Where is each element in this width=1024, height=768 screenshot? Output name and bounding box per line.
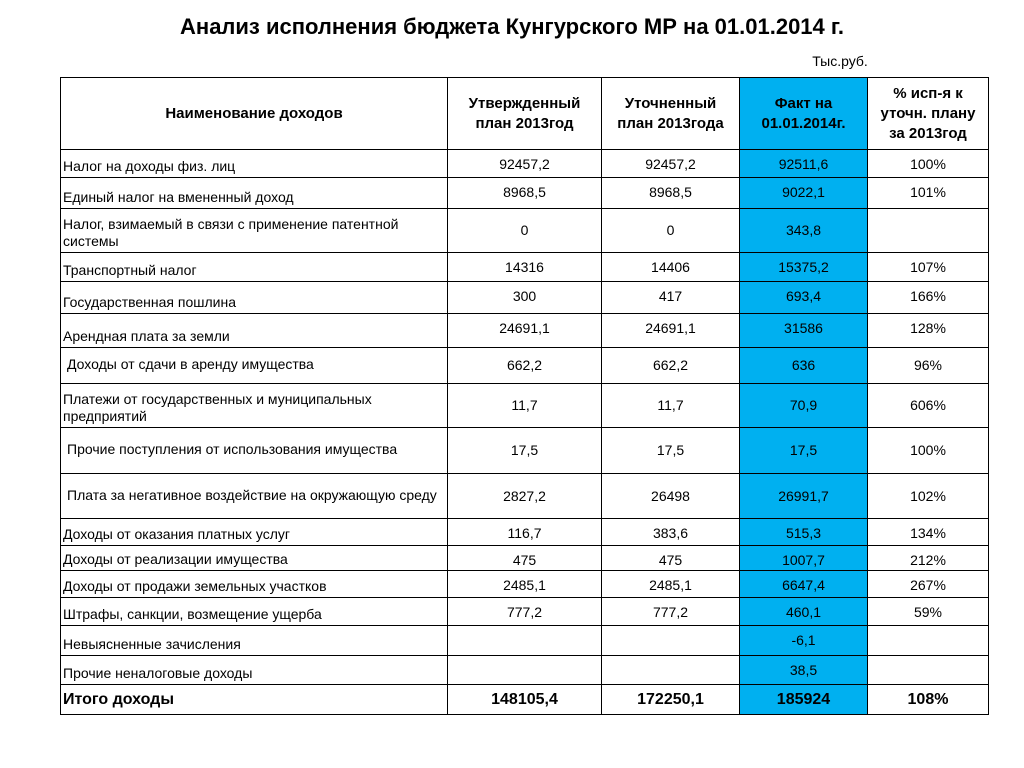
row-name: Налог, взимаемый в связи с применение патентной системы: [61, 209, 448, 253]
row-fact: 1007,7: [740, 546, 868, 571]
row-name: Налог на доходы физ. лиц: [61, 150, 448, 178]
row-approved: 777,2: [448, 598, 602, 626]
row-fact: 17,5: [740, 428, 868, 474]
row-revised: 14406: [602, 253, 740, 282]
row-revised: [602, 656, 740, 685]
row-approved: 2485,1: [448, 571, 602, 598]
header-percent: % исп-я к уточн. плану за 2013год: [868, 78, 989, 150]
row-fact: 92511,6: [740, 150, 868, 178]
table-row: [61, 282, 989, 314]
table-row: [61, 314, 989, 348]
table-row: [61, 253, 989, 282]
row-approved: 14316: [448, 253, 602, 282]
row-percent: 166%: [868, 282, 989, 314]
row-percent: 267%: [868, 571, 989, 598]
table-row: [61, 428, 989, 474]
row-name: Прочие поступления от использования имущества: [61, 428, 448, 474]
row-revised: 17,5: [602, 428, 740, 474]
header-fact: Факт на 01.01.2014г.: [740, 78, 868, 150]
row-revised: 383,6: [602, 519, 740, 546]
row-approved: [448, 656, 602, 685]
row-approved: 116,7: [448, 519, 602, 546]
table-header-row: [61, 78, 989, 150]
table-row: [61, 474, 989, 519]
row-name: Единый налог на вмененный доход: [61, 178, 448, 209]
page-title: Анализ исполнения бюджета Кунгурского МР на 01.01.2014 г.: [180, 14, 844, 39]
total-fact: 185924: [740, 685, 868, 715]
row-fact: 31586: [740, 314, 868, 348]
row-name: Доходы от оказания платных услуг: [61, 519, 448, 546]
table-row: [61, 384, 989, 428]
total-approved: 148105,4: [448, 685, 602, 715]
row-percent: 134%: [868, 519, 989, 546]
row-revised: 2485,1: [602, 571, 740, 598]
row-name: Плата за негативное воздействие на окружающую среду: [61, 474, 448, 519]
row-approved: 24691,1: [448, 314, 602, 348]
row-approved: [448, 626, 602, 656]
row-fact: 515,3: [740, 519, 868, 546]
total-revised: 172250,1: [602, 685, 740, 715]
row-name: Штрафы, санкции, возмещение ущерба: [61, 598, 448, 626]
row-percent: 96%: [868, 348, 989, 384]
row-approved: 92457,2: [448, 150, 602, 178]
row-revised: 662,2: [602, 348, 740, 384]
row-revised: 26498: [602, 474, 740, 519]
header-name: Наименование доходов: [61, 78, 448, 150]
row-approved: 300: [448, 282, 602, 314]
row-approved: 2827,2: [448, 474, 602, 519]
row-fact: 26991,7: [740, 474, 868, 519]
row-percent: 606%: [868, 384, 989, 428]
row-name: Транспортный налог: [61, 253, 448, 282]
row-revised: 417: [602, 282, 740, 314]
row-percent: 100%: [868, 428, 989, 474]
table-row: [61, 348, 989, 384]
row-fact: 15375,2: [740, 253, 868, 282]
row-percent: [868, 626, 989, 656]
header-approved: Утвержденный план 2013год: [448, 78, 602, 150]
row-percent: [868, 209, 989, 253]
row-approved: 662,2: [448, 348, 602, 384]
total-row: [61, 685, 989, 715]
row-name: Доходы от сдачи в аренду имущества: [61, 348, 448, 384]
row-percent: 100%: [868, 150, 989, 178]
row-percent: 101%: [868, 178, 989, 209]
row-fact: 6647,4: [740, 571, 868, 598]
row-revised: 475: [602, 546, 740, 571]
table-row: [61, 598, 989, 626]
row-percent: 107%: [868, 253, 989, 282]
row-revised: 24691,1: [602, 314, 740, 348]
row-percent: 128%: [868, 314, 989, 348]
row-fact: 70,9: [740, 384, 868, 428]
row-approved: 475: [448, 546, 602, 571]
table-row: [61, 519, 989, 546]
row-revised: 11,7: [602, 384, 740, 428]
row-revised: 0: [602, 209, 740, 253]
row-fact: 38,5: [740, 656, 868, 685]
table-row: [61, 209, 989, 253]
row-name: Арендная плата за земли: [61, 314, 448, 348]
table-row: [61, 178, 989, 209]
row-revised: 8968,5: [602, 178, 740, 209]
table-row: [61, 546, 989, 571]
row-percent: 59%: [868, 598, 989, 626]
table-row: [61, 626, 989, 656]
row-approved: 8968,5: [448, 178, 602, 209]
row-revised: 92457,2: [602, 150, 740, 178]
row-percent: 102%: [868, 474, 989, 519]
row-revised: 777,2: [602, 598, 740, 626]
row-name: Государственная пошлина: [61, 282, 448, 314]
table-row: [61, 150, 989, 178]
row-revised: [602, 626, 740, 656]
table-row: [61, 656, 989, 685]
row-fact: 636: [740, 348, 868, 384]
row-fact: 460,1: [740, 598, 868, 626]
header-revised: Уточненный план 2013года: [602, 78, 740, 150]
row-fact: 343,8: [740, 209, 868, 253]
row-name: Доходы от реализации имущества: [61, 546, 448, 571]
table-row: [61, 571, 989, 598]
row-name: Прочие неналоговые доходы: [61, 656, 448, 685]
row-name: Доходы от продажи земельных участков: [61, 571, 448, 598]
row-percent: 212%: [868, 546, 989, 571]
units-label: Тыс.руб.: [812, 53, 868, 69]
total-name: Итого доходы: [61, 685, 448, 715]
row-approved: 17,5: [448, 428, 602, 474]
row-fact: 9022,1: [740, 178, 868, 209]
row-approved: 0: [448, 209, 602, 253]
row-name: Невыясненные зачисления: [61, 626, 448, 656]
row-fact: 693,4: [740, 282, 868, 314]
total-percent: 108%: [868, 685, 989, 715]
row-name: Платежи от государственных и муниципальных предприятий: [61, 384, 448, 428]
budget-table: [60, 77, 989, 715]
row-fact: -6,1: [740, 626, 868, 656]
row-approved: 11,7: [448, 384, 602, 428]
row-percent: [868, 656, 989, 685]
